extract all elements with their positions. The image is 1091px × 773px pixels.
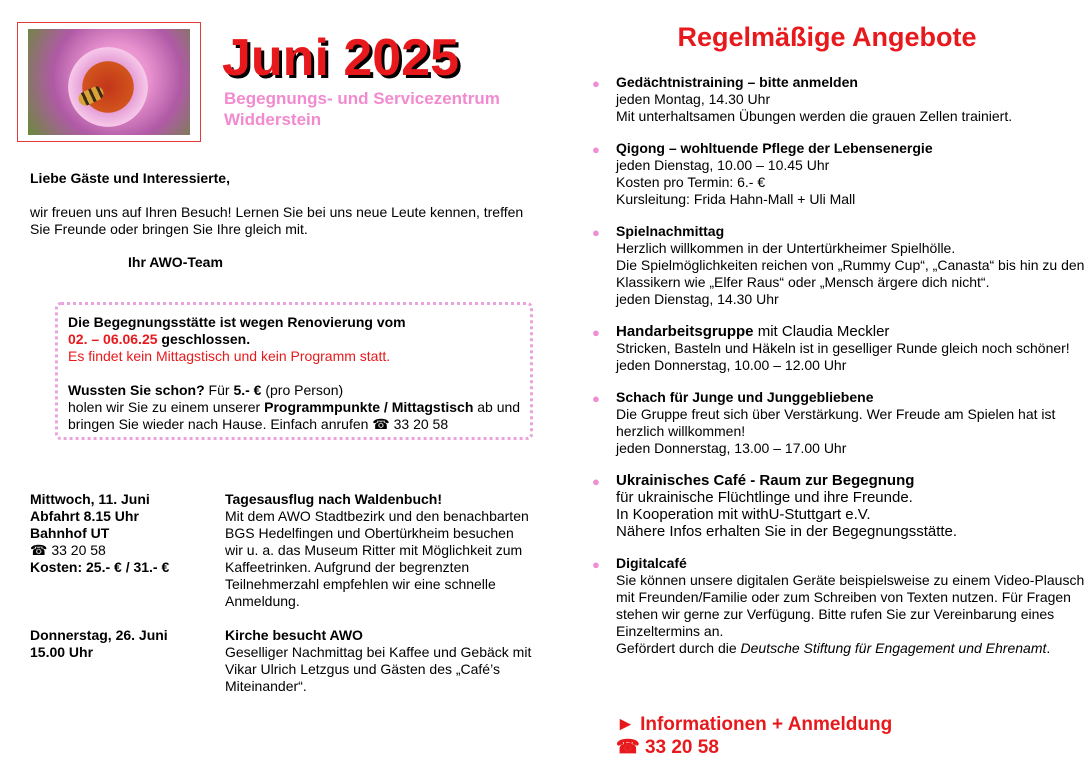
for-text: Für [204,382,234,398]
offer-line: Die Gruppe freut sich über Verstärkung. Wer Freude am Spielen hat ist herzlich willkommen! [616,406,1056,439]
notice-line1: Die Begegnungsstätte ist wegen Renovierung vom [68,314,406,330]
bullet-icon: ● [592,474,600,489]
info-label: ► Informationen + Anmeldung [616,714,893,735]
notice-box [55,302,533,440]
funded-post: . [1046,640,1051,656]
event-2-body [225,627,535,695]
pickup-post: ab und bringen Sie wieder nach Hause. Einfach anrufen ☎ 33 20 58 [68,399,521,432]
flower-photo [28,29,190,135]
event-1-phone: ☎ 33 20 58 [30,542,106,558]
event-2-time: 15.00 Uhr [30,644,94,660]
offers-list [592,74,1087,672]
offer-line: Kosten pro Termin: 6.- € [616,174,766,190]
page-title: Juni 2025 [222,29,460,87]
funded-line [616,640,1087,657]
offer-title: Digitalcafé [616,555,687,571]
offer-line: jeden Donnerstag, 10.00 – 12.00 Uhr [616,357,847,373]
offer-line: jeden Donnerstag, 13.00 – 17.00 Uhr [616,440,847,456]
per-person: (pro Person) [261,382,344,398]
offers-heading: Regelmäßige Angebote [677,22,977,52]
bullet-icon: ● [592,225,600,240]
offer-item [592,140,1087,208]
bullet-icon: ● [592,76,600,91]
offer-line: jeden Montag, 14.30 Uhr [616,91,771,107]
offer-title: Gedächtnistraining – bitte anmelden [616,74,858,90]
notice-dates-line [68,331,528,348]
info-phone: ☎ 33 20 58 [616,737,719,758]
event-1-body [225,491,535,610]
offer-line: Sie können unsere digitalen Geräte beispielsweise zu einem Video-Plausch mit Freunden/Familie oder zum Schreiben von Texten nutzen. Für Fragen stehen wir gerne zur Verfügung. Bitte rufen Sie zur Vereinbarung eines Einzeltermins an. [616,572,1085,639]
offer-item [592,555,1087,657]
event-2-title: Kirche besucht AWO [225,627,363,643]
event-1-cost: Kosten: 25.- € / 31.- € [30,559,170,575]
pickup-text [68,399,528,433]
offer-title: Spielnachmittag [616,223,725,239]
bullet-icon: ● [592,557,600,572]
info-block [616,713,892,759]
funded-pre: Gefördert durch die [616,640,741,656]
event-1-date: Mittwoch, 11. Juni [30,491,150,507]
offer-title-line [616,323,1087,340]
center-name-line1: Begegnungs- und Servicezentrum [224,89,500,108]
offer-item [592,472,1087,540]
offer-line: Kursleitung: Frida Hahn-Mall + Uli Mall [616,191,856,207]
offer-line: jeden Dienstag, 10.00 – 10.45 Uhr [616,157,830,173]
offer-line: Mit unterhaltsamen Übungen werden die grauen Zellen trainiert. [616,108,1013,124]
offer-line: jeden Dienstag, 14.30 Uhr [616,291,779,307]
photo-frame [17,22,201,142]
offer-line: Stricken, Basteln und Häkeln ist in geselliger Runde gleich noch schöner! [616,340,1070,356]
offer-item [592,323,1087,374]
did-you-know-line [68,382,528,399]
event-1-title: Tagesausflug nach Waldenbuch! [225,491,443,507]
offer-item [592,74,1087,125]
did-you-know: Wussten Sie schon? [68,382,205,398]
offer-line: für ukrainische Flüchtlinge und ihre Freunde. [616,489,913,506]
offer-title: Handarbeitsgruppe [616,323,754,340]
event-1-location: Bahnhof UT [30,525,110,541]
price: 5.- € [233,382,262,398]
offer-title-suffix: mit Claudia Meckler [753,323,890,340]
program-points: Programmpunkte / Mittagstisch [264,399,474,415]
event-2-text: Geselliger Nachmittag bei Kaffee und Gebäck mit Vikar Ulrich Letzgus und Gästen des „Café’s Miteinander“. [225,644,532,694]
offer-item [592,223,1087,308]
notice-no-program: Es findet kein Mittagstisch und kein Programm statt. [68,348,391,364]
offer-item [592,389,1087,457]
event-2-date: Donnerstag, 26. Juni [30,627,168,643]
event-1-details [30,491,220,576]
bullet-icon: ● [592,325,600,340]
bullet-icon: ● [592,391,600,406]
flower-shape [68,47,148,127]
funded-by: Deutsche Stiftung für Engagement und Ehrenamt [740,640,1047,656]
signature: Ihr AWO-Team [128,254,223,270]
offer-title: Qigong – wohltuende Pflege der Lebensenergie [616,140,933,156]
offer-line: Herzlich willkommen in der Untertürkheimer Spielhölle. [616,240,956,256]
greeting: Liebe Gäste und Interessierte, [30,170,230,186]
pickup-pre: holen wir Sie zu einem unserer [68,399,265,415]
notice-closed: geschlossen. [157,331,251,347]
offer-title: Schach für Junge und Junggebliebene [616,389,874,405]
event-1-departure: Abfahrt 8.15 Uhr [30,508,139,524]
notice-dates: 02. – 06.06.25 [68,331,158,347]
bullet-icon: ● [592,142,600,157]
offer-line: Nähere Infos erhalten Sie in der Begegnungsstätte. [616,523,958,540]
offer-title: Ukrainisches Café - Raum zur Begegnung [616,472,915,489]
offer-line: In Kooperation mit withU-Stuttgart e.V. [616,506,871,523]
event-2-details [30,627,220,661]
offer-line: Die Spielmöglichkeiten reichen von „Rummy Cup“, „Canasta“ bis hin zu den Klassikern wie „Elfer Raus“ oder „Mensch ärgere dich nicht“. [616,257,1085,290]
center-name [224,88,500,130]
center-name-line2: Widderstein [224,110,322,129]
intro-text: wir freuen uns auf Ihren Besuch! Lernen Sie bei uns neue Leute kennen, treffen Sie Freunde oder bringen Sie Ihre gleich mit. [30,204,524,237]
event-1-text: Mit dem AWO Stadtbezirk und den benachbarten BGS Hedelfingen und Obertürkheim besuchen wir u. a. das Museum Ritter mit Möglichkeit zum Kaffeetrinken. Aufgrund der begrenzten Teilnehmerzahl empfehlen wir eine schnelle Anmeldung. [225,508,529,609]
